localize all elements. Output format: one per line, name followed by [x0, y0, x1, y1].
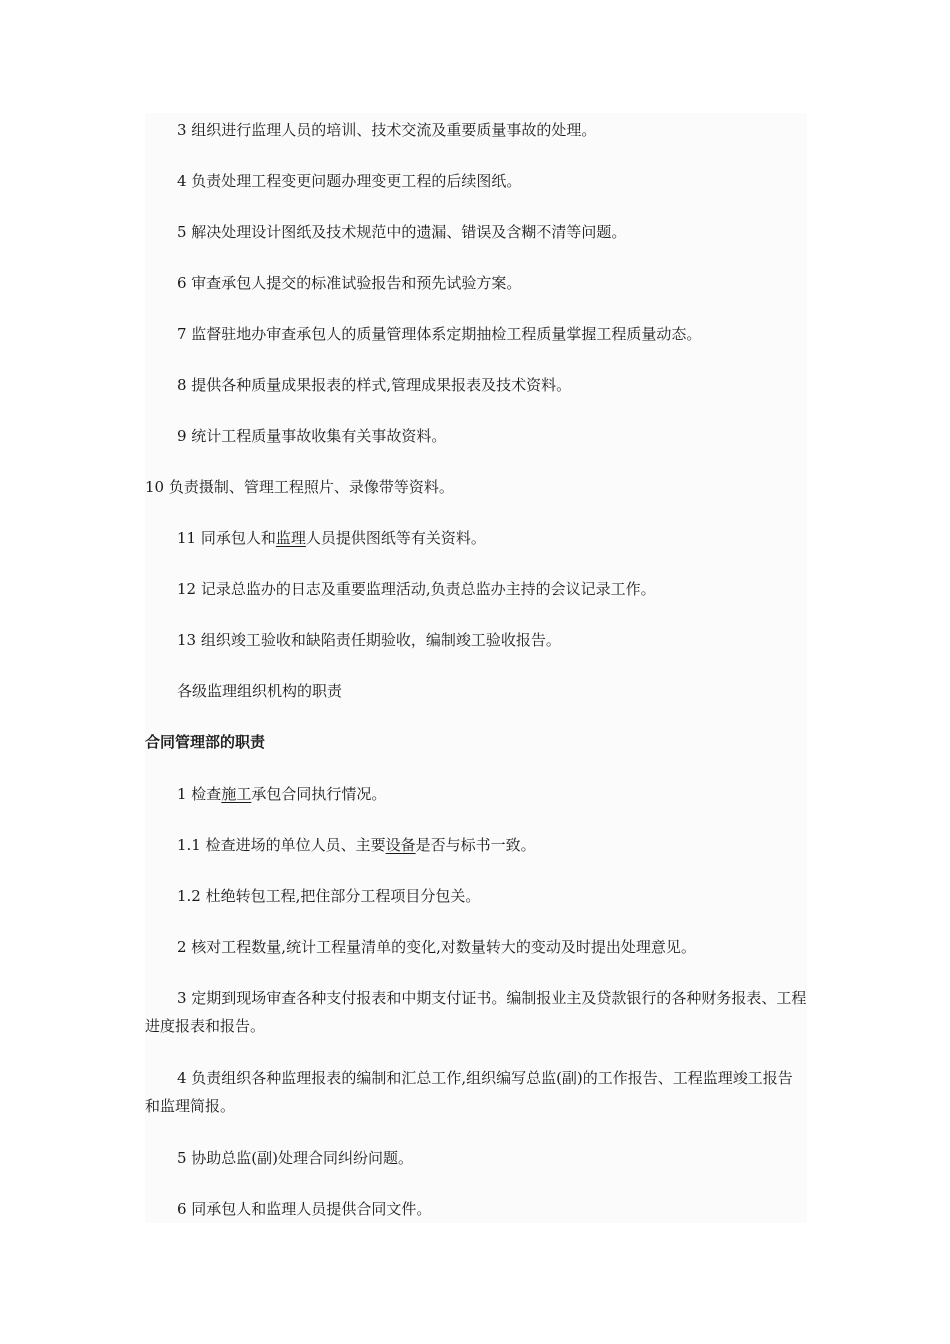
paragraph-item-7: 7 监督驻地办审查承包人的质量管理体系定期抽检工程质量掌握工程质量动态。	[177, 325, 702, 343]
paragraph-text: 11 同承包人和	[177, 529, 276, 547]
paragraph-item-c1	[145, 780, 807, 808]
paragraph-item-c6: 6 同承包人和监理人员提供合同文件。	[177, 1200, 432, 1218]
paragraph-item-c1-2: 1.2 杜绝转包工程,把住部分工程项目分包关。	[177, 887, 481, 905]
document-body	[145, 113, 807, 1223]
paragraph-item-11	[145, 524, 807, 552]
paragraph-text: 1 检查	[177, 785, 222, 803]
paragraph-item-5: 5 解决处理设计图纸及技术规范中的遗漏、错误及含糊不清等问题。	[177, 223, 627, 241]
paragraph-item-9: 9 统计工程质量事故收集有关事故资料。	[177, 427, 447, 445]
paragraph-item-10: 10 负责摄制、管理工程照片、录像带等资料。	[145, 478, 454, 496]
paragraph-item-c3: 3 定期到现场审查各种支付报表和中期支付证书。编制报业主及贷款银行的各种财务报表、工程进度报表和报告。	[145, 989, 807, 1035]
paragraph-item-c1-1	[145, 831, 807, 859]
paragraph-text: 1.1 检查进场的单位人员、主要	[177, 836, 386, 854]
paragraph-item-c4: 4 负责组织各种监理报表的编制和汇总工作,组织编写总监(副)的工作报告、工程监理竣工报告和监理简报。	[145, 1069, 793, 1115]
paragraph-item-6: 6 审查承包人提交的标准试验报告和预先试验方案。	[177, 274, 522, 292]
paragraph-item-c5: 5 协助总监(副)处理合同纠纷问题。	[177, 1149, 414, 1167]
paragraph-item-3: 3 组织进行监理人员的培训、技术交流及重要质量事故的处理。	[177, 121, 597, 139]
paragraph-item-13: 13 组织竣工验收和缺陷责任期验收，编制竣工验收报告。	[177, 631, 561, 649]
paragraph-text: 是否与标书一致。	[415, 836, 536, 854]
section-heading: 合同管理部的职责	[145, 733, 266, 751]
paragraph-text: 承包合同执行情况。	[251, 785, 387, 803]
paragraph-item-c2: 2 核对工程数量,统计工程量清单的变化,对数量转大的变动及时提出处理意见。	[177, 938, 696, 956]
equipment-link[interactable]: 设备	[385, 836, 416, 854]
paragraph-item-12: 12 记录总监办的日志及重要监理活动,负责总监办主持的会议记录工作。	[177, 580, 656, 598]
construction-link[interactable]: 施工	[221, 785, 252, 803]
paragraph-text: 人员提供图纸等有关资料。	[305, 529, 486, 547]
paragraph-item-8: 8 提供各种质量成果报表的样式,管理成果报表及技术资料。	[177, 376, 572, 394]
paragraph-item-4: 4 负责处理工程变更问题办理变更工程的后续图纸。	[177, 172, 522, 190]
supervision-link[interactable]: 监理	[275, 529, 306, 547]
section-subtitle: 各级监理组织机构的职责	[177, 682, 343, 700]
